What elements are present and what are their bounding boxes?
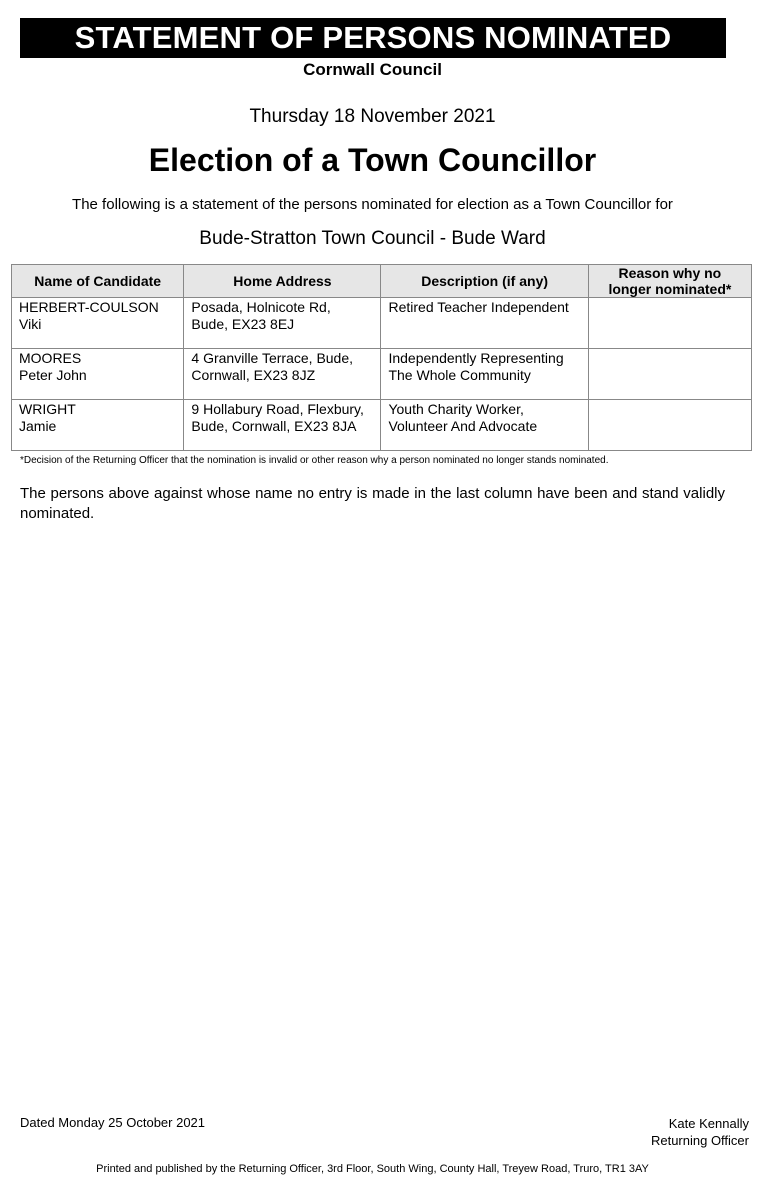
address-line1: 4 Granville Terrace, Bude, [191, 350, 354, 366]
table-row [12, 298, 752, 349]
description-line2: Volunteer And Advocate [388, 418, 538, 434]
description-line1: Retired Teacher Independent [388, 299, 569, 315]
reason-cell [588, 298, 751, 349]
header-description: Description (if any) [381, 265, 588, 298]
ward-name: Bude-Stratton Town Council - Bude Ward [199, 228, 546, 249]
address-line1: Posada, Holnicote Rd, [191, 299, 331, 315]
returning-officer-block [651, 1115, 749, 1149]
header-reason-line1: Reason why no [618, 265, 722, 281]
description-line1: Independently Representing [388, 350, 564, 366]
candidate-name-cell [12, 349, 184, 400]
candidates-table [11, 264, 752, 451]
table-row [12, 349, 752, 400]
description-line1: Youth Charity Worker, [388, 401, 524, 417]
imprint: Printed and published by the Returning Officer, 3rd Floor, South Wing, County Hall, Treyew Road, Truro, TR1 3AY [96, 1163, 649, 1175]
address-cell [184, 400, 381, 451]
dated-line: Dated Monday 25 October 2021 [20, 1115, 206, 1130]
candidate-name-cell [12, 298, 184, 349]
candidate-forenames: Viki [19, 316, 42, 332]
address-line2: Cornwall, EX23 8JZ [191, 367, 316, 383]
reason-cell [588, 349, 751, 400]
table-header-row [12, 265, 752, 298]
description-cell [381, 400, 588, 451]
candidate-surname: HERBERT-COULSON [19, 299, 159, 315]
address-line1: 9 Hollabury Road, Flexbury, [191, 401, 364, 417]
election-date: Thursday 18 November 2021 [249, 106, 496, 127]
election-title: Election of a Town Councillor [148, 142, 597, 178]
reason-cell [588, 400, 751, 451]
address-line2: Bude, Cornwall, EX23 8JA [191, 418, 357, 434]
header-reason-line2: longer nominated* [608, 281, 732, 297]
footnote: *Decision of the Returning Officer that the nomination is invalid or other reason why a person nominated no longer stands nominated. [20, 455, 609, 466]
validity-statement: The persons above against whose name no entry is made in the last column have been and stand validly nominated. [20, 485, 725, 522]
address-cell [184, 298, 381, 349]
candidate-surname: MOORES [19, 350, 82, 366]
header-name-of-candidate: Name of Candidate [12, 265, 184, 298]
address-cell [184, 349, 381, 400]
candidate-forenames: Peter John [19, 367, 87, 383]
description-cell [381, 349, 588, 400]
council-name: Cornwall Council [303, 60, 442, 79]
header-home-address: Home Address [184, 265, 381, 298]
candidate-forenames: Jamie [19, 418, 57, 434]
table-row [12, 400, 752, 451]
candidate-surname: WRIGHT [19, 401, 76, 417]
intro-text: The following is a statement of the persons nominated for election as a Town Councillor for [72, 196, 673, 213]
description-cell [381, 298, 588, 349]
officer-title: Returning Officer [650, 1133, 749, 1148]
document-banner: STATEMENT OF PERSONS NOMINATED [20, 18, 726, 58]
address-line2: Bude, EX23 8EJ [191, 316, 295, 332]
officer-name: Kate Kennally [668, 1116, 749, 1131]
header-reason [588, 265, 751, 298]
description-line2: The Whole Community [388, 367, 531, 383]
candidate-name-cell [12, 400, 184, 451]
